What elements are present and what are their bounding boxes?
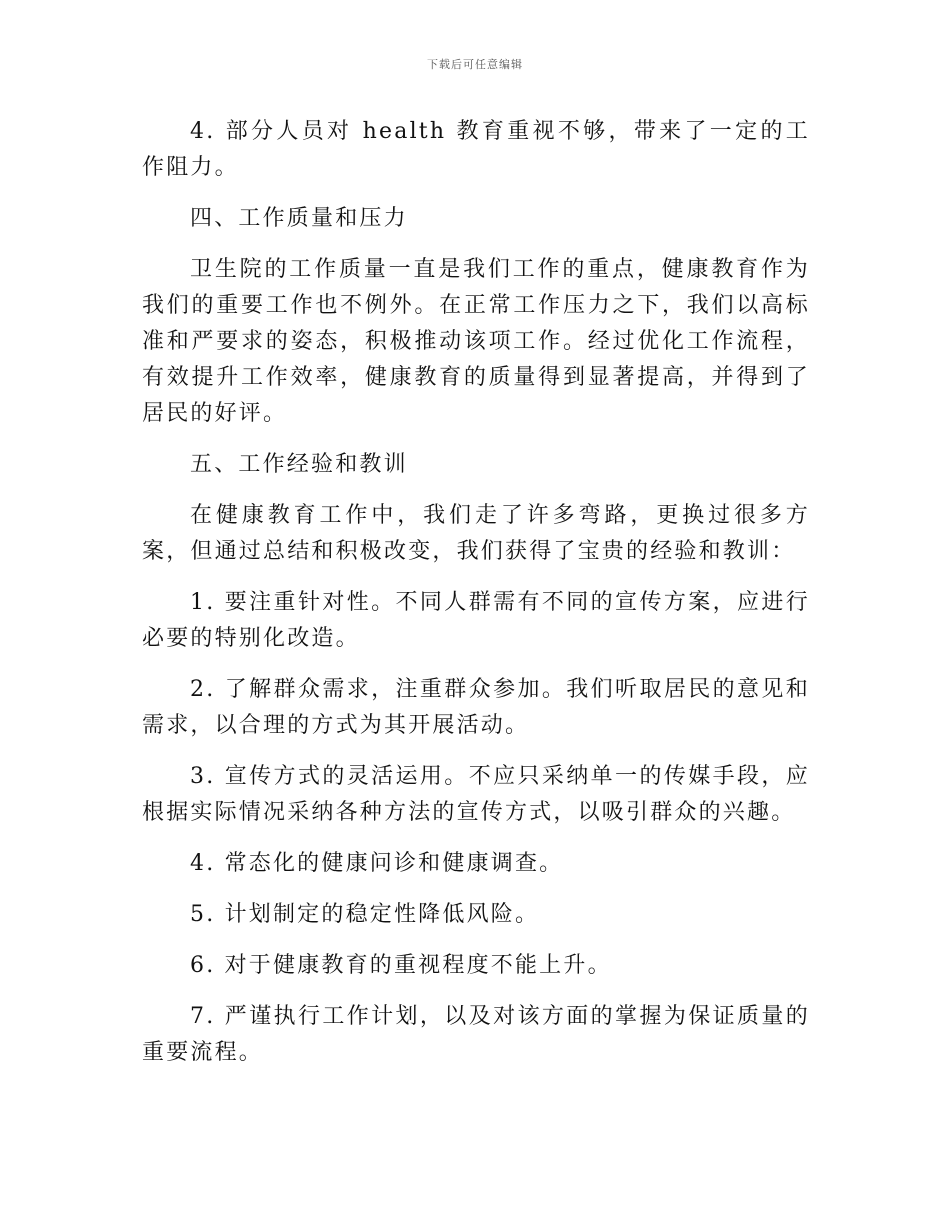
lesson-item-7: 7. 严谨执行工作计划，以及对该方面的掌握为保证质量的重要流程。 bbox=[142, 1004, 810, 1065]
lesson-item-5: 5. 计划制定的稳定性降低风险。 bbox=[190, 902, 540, 927]
lesson-item-4: 4. 常态化的健康问诊和健康调查。 bbox=[190, 851, 564, 876]
paragraph-experience-intro: 在健康教育工作中，我们走了许多弯路，更换过很多方案，但通过总结和积极改变，我们获得了宝贵的经验和教训： bbox=[142, 503, 810, 564]
section-heading-experience: 五、工作经验和教训 bbox=[190, 452, 408, 477]
paragraph-list-item-4: 4. 部分人员对 health 教育重视不够，带来了一定的工作阻力。 bbox=[142, 119, 810, 180]
page-header: 下载后可任意编辑 bbox=[427, 58, 523, 71]
document-body bbox=[142, 114, 810, 1071]
section-heading-quality: 四、工作质量和压力 bbox=[190, 206, 408, 231]
lesson-item-2: 2. 了解群众需求，注重群众参加。我们听取居民的意见和需求，以合理的方式为其开展活动。 bbox=[142, 677, 810, 738]
lesson-item-6: 6. 对于健康教育的重视程度不能上升。 bbox=[190, 953, 612, 978]
paragraph-quality: 卫生院的工作质量一直是我们工作的重点，健康教育作为我们的重要工作也不例外。在正常工作压力之下，我们以高标准和严要求的姿态，积极推动该项工作。经过优化工作流程，有效提升工作效率，健康教育的质量得到显著提高，并得到了居民的好评。 bbox=[142, 257, 810, 426]
lesson-item-1: 1. 要注重针对性。不同人群需有不同的宣传方案，应进行必要的特别化改造。 bbox=[142, 590, 810, 651]
lesson-item-3: 3. 宣传方式的灵活运用。不应只采纳单一的传媒手段，应根据实际情况采纳各种方法的宣传方式，以吸引群众的兴趣。 bbox=[142, 764, 810, 825]
